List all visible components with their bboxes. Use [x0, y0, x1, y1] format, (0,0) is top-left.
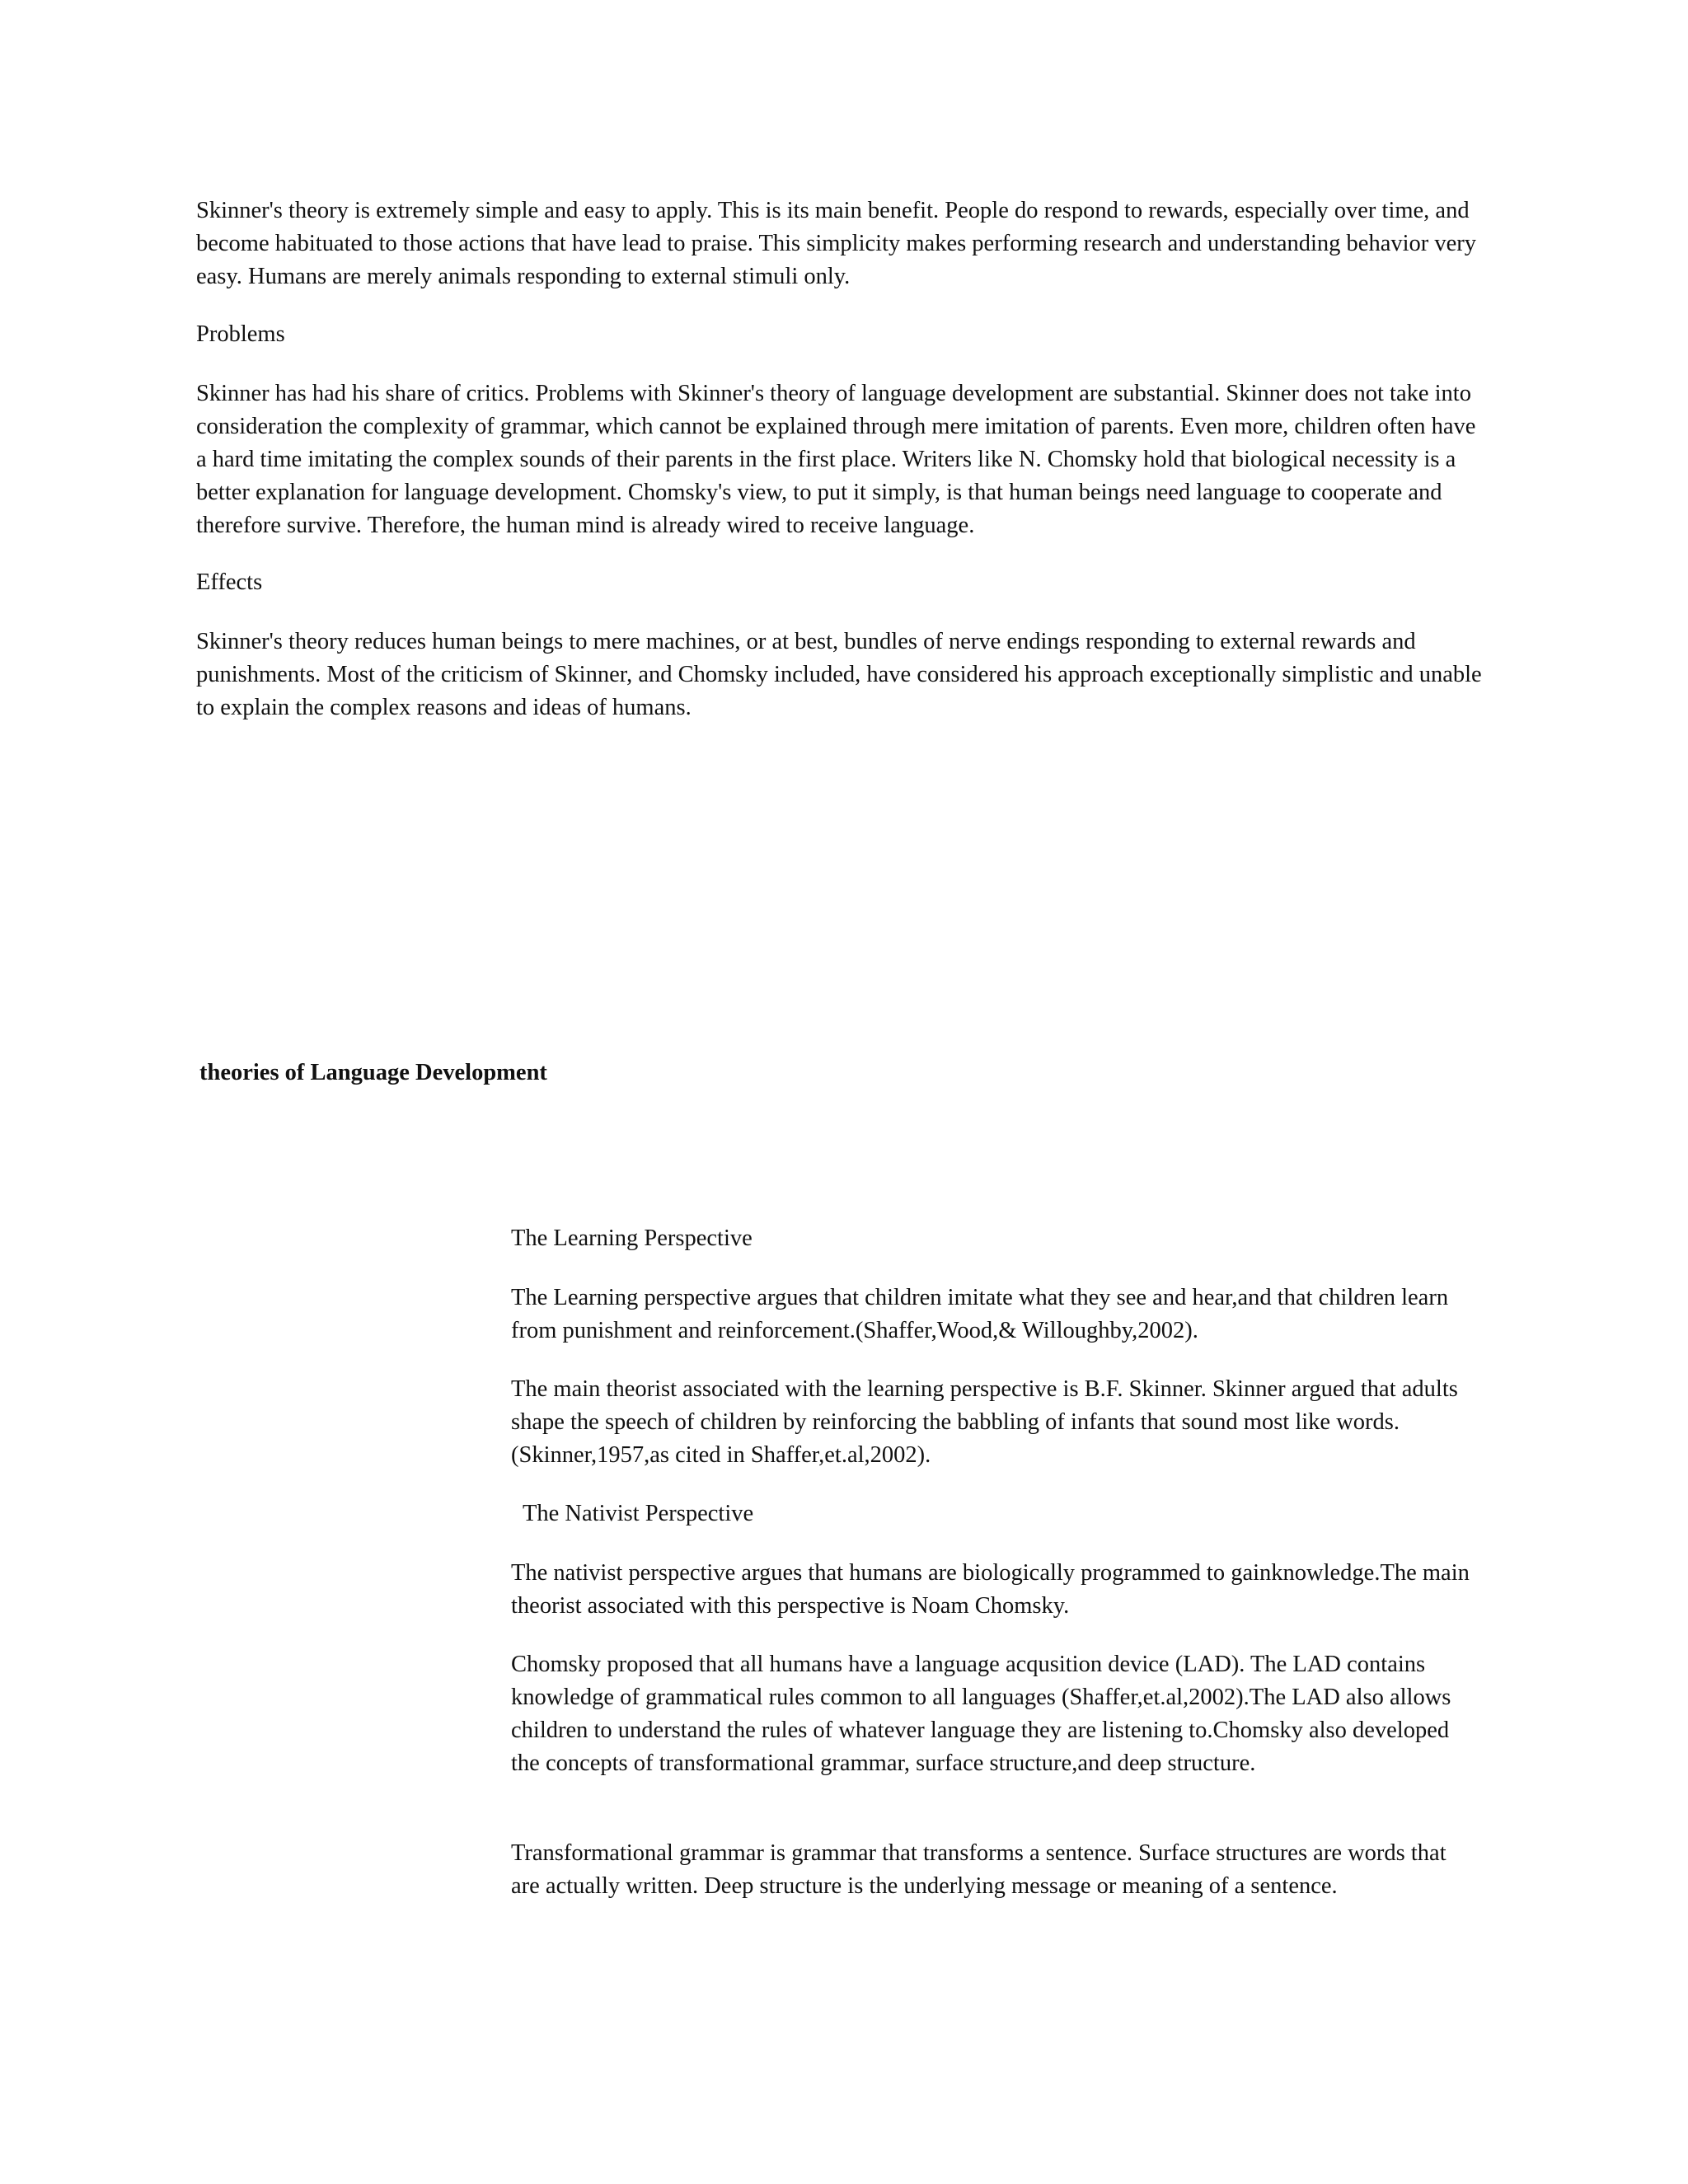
heading-problems: Problems [196, 321, 285, 347]
paragraph-learning-1: The Learning perspective argues that children imitate what they see and hear,and that children learn from punishment and reinforcement.(Shaffer,Wood,& Willoughby,2002). [511, 1285, 1449, 1343]
paragraph-effects: Skinner's theory reduces human beings to mere machines, or at best, bundles of nerve endings responding to external rewards and punishments. Most of the criticism of Skinner, and Chomsky included, have considered his approach exceptionally simplistic and unable to explain the complex reasons and ideas of humans. [196, 629, 1482, 720]
heading-learning-perspective: The Learning Perspective [511, 1226, 753, 1251]
section-title: theories of Language Development [199, 1060, 547, 1085]
paragraph-nativist-3: Transformational grammar is grammar that transforms a sentence. Surface structures are words that are actually written. Deep structure is the underlying message or meaning of a sentence. [511, 1840, 1447, 1899]
heading-nativist-perspective: The Nativist Perspective [523, 1501, 754, 1526]
paragraph-problems: Skinner has had his share of critics. Problems with Skinner's theory of language development are substantial. Skinner does not take into consideration the complexity of grammar, which cannot be explained through mere imitation of parents. Even more, children often have a hard time imitating the complex sounds of their parents in the first place. Writers like N. Chomsky hold that biological necessity is a better explanation for language development. Chomsky's view, to put it simply, is that human beings need language to cooperate and therefore survive. Therefore, the human mind is already wired to receive language. [196, 381, 1476, 538]
heading-effects: Effects [196, 569, 263, 595]
paragraph-nativist-2: Chomsky proposed that all humans have a language acqusition device (LAD). The LAD contains knowledge of grammatical rules common to all languages (Shaffer,et.al,2002).The LAD also allows children to understand the rules of whatever language they are listening to.Chomsky also developed the concepts of transformational grammar, surface structure,and deep structure. [511, 1652, 1451, 1776]
paragraph-benefit: Skinner's theory is extremely simple and easy to apply. This is its main benefit. People do respond to rewards, especially over time, and become habituated to those actions that have lead to praise. This simplicity makes performing research and understanding behavior very easy. Humans are merely animals responding to external stimuli only. [196, 198, 1477, 289]
paragraph-nativist-1: The nativist perspective argues that humans are biologically programmed to gainknowledge.The main theorist associated with this perspective is Noam Chomsky. [511, 1560, 1470, 1619]
paragraph-learning-2: The main theorist associated with the learning perspective is B.F. Skinner. Skinner argued that adults shape the speech of children by reinforcing the babbling of infants that sound most like words. (Skinner,1957,as cited in Shaffer,et.al,2002). [511, 1376, 1458, 1468]
